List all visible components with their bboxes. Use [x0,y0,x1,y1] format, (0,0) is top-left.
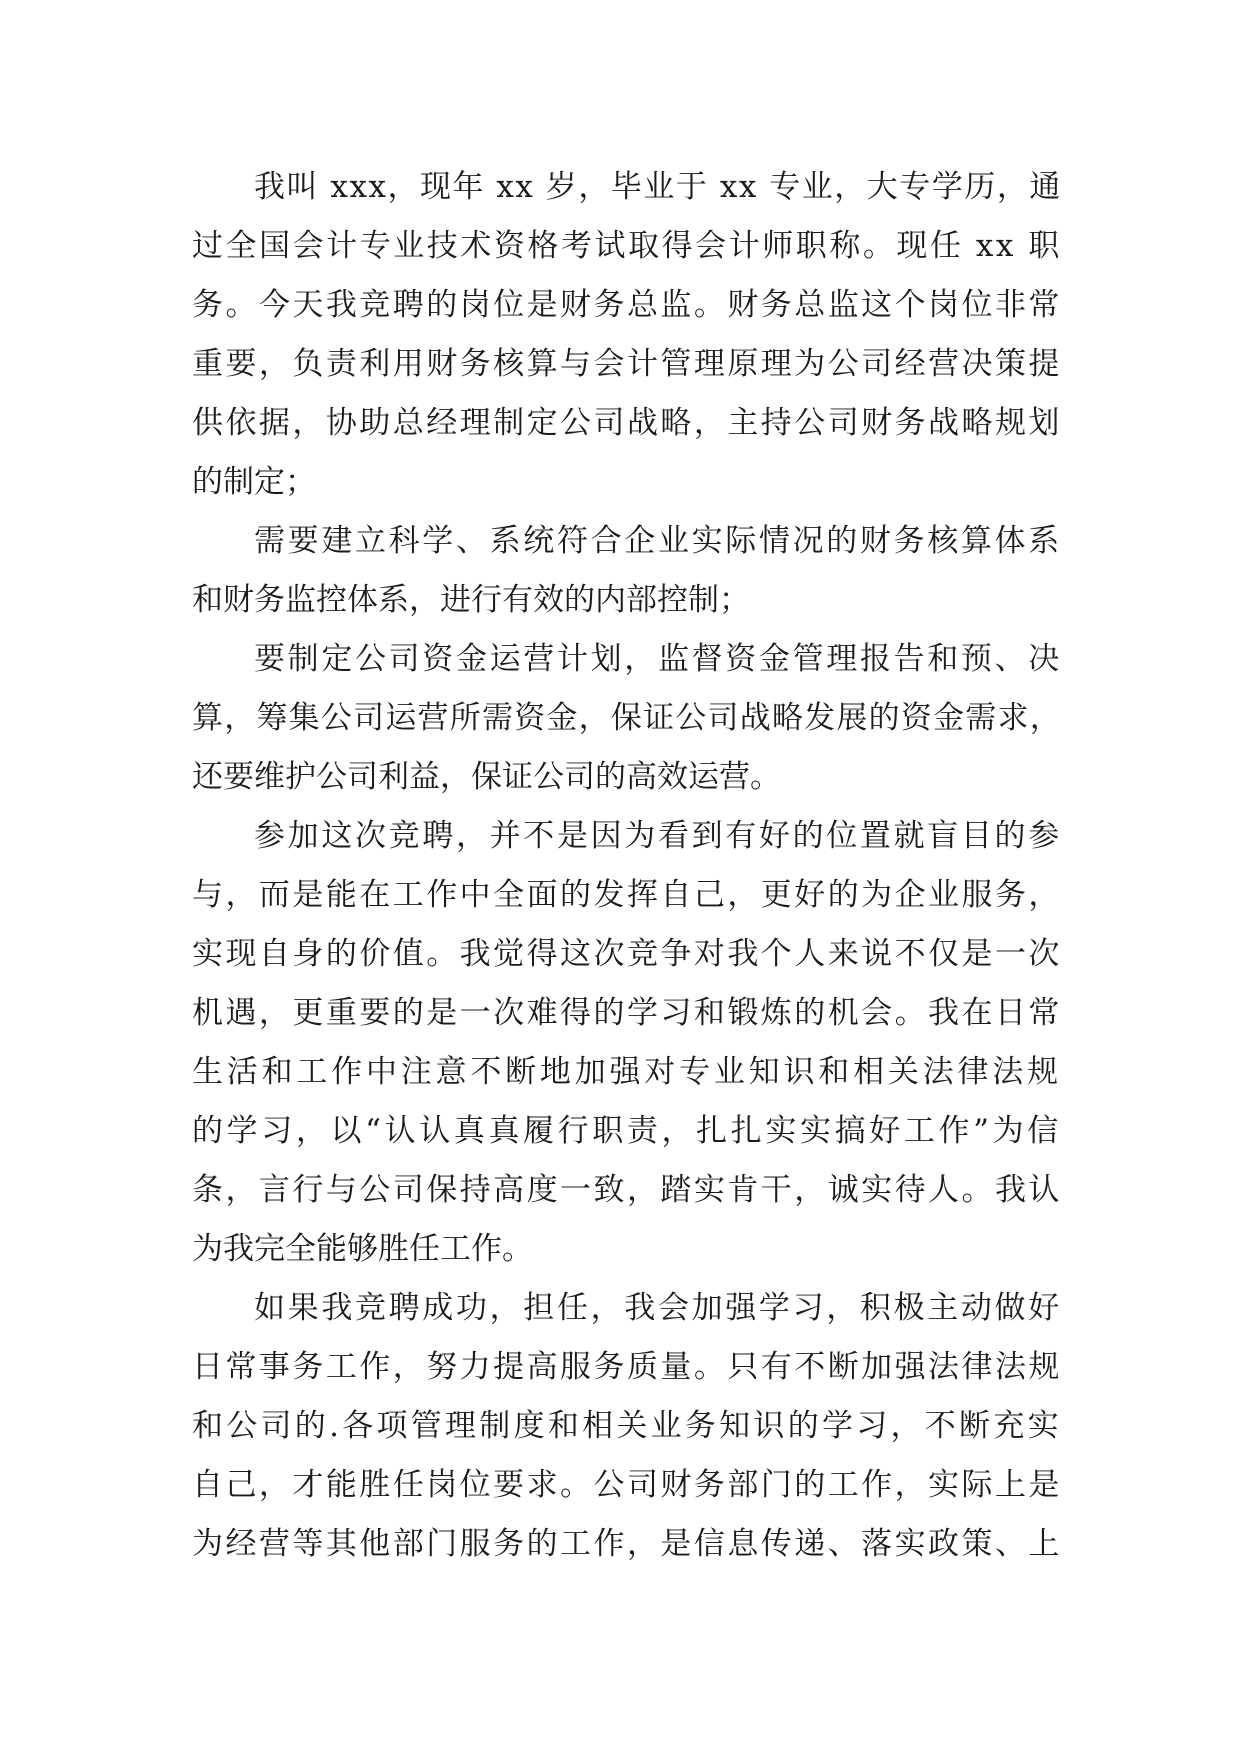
text-line [192,866,1062,925]
text-line-content: 还要维护公司利益，保证公司的高效运营。 [192,759,781,795]
text-line [192,1043,1062,1102]
text-line [192,1397,1062,1456]
text-line [192,1279,1062,1338]
text-line-content: 过全国会计专业技术资格考试取得会计师职称。现任 xx 职 [192,228,1062,264]
text-line [192,689,1062,748]
text-line-content: 的制定； [192,464,316,500]
text-line-content: 实现自身的价值。我觉得这次竞争对我个人来说不仅是一次 [192,936,1062,972]
text-line-content: 供依据，协助总经理制定公司战略，主持公司财务战略规划 [192,405,1062,441]
text-line-content: 日常事务工作，努力提高服务质量。只有不断加强法律法规 [192,1349,1062,1385]
text-line [192,1220,1062,1279]
text-line [192,984,1062,1043]
text-line [192,394,1062,453]
text-line [192,630,1062,689]
text-line [192,276,1062,335]
document-body [192,158,1062,1574]
text-line-content: 机遇，更重要的是一次难得的学习和锻炼的机会。我在日常 [192,995,1062,1031]
text-line [192,217,1062,276]
text-line-content: 重要，负责利用财务核算与会计管理原理为公司经营决策提 [192,346,1062,382]
text-line [192,158,1062,217]
text-line-content: 要制定公司资金运营计划，监督资金管理报告和预、决 [254,641,1062,677]
text-line [192,1161,1062,1220]
text-line [192,335,1062,394]
text-line-content: 为我完全能够胜任工作。 [192,1231,533,1267]
text-line [192,1338,1062,1397]
text-line [192,925,1062,984]
text-line-content: 算，筹集公司运营所需资金，保证公司战略发展的资金需求， [192,700,1062,736]
text-line-content: 条，言行与公司保持高度一致，踏实肯干，诚实待人。我认 [192,1172,1062,1208]
text-line-content: 生活和工作中注意不断地加强对专业知识和相关法律法规 [192,1054,1062,1090]
text-line [192,748,1062,807]
text-line-content: 需要建立科学、系统符合企业实际情况的财务核算体系 [254,523,1062,559]
text-line-content: 如果我竞聘成功，担任，我会加强学习，积极主动做好 [254,1290,1062,1326]
text-line-content: 我叫 xxx，现年 xx 岁，毕业于 xx 专业，大专学历，通 [254,169,1062,205]
text-line-content: 的学习，以“认认真真履行职责，扎扎实实搞好工作”为信 [192,1113,1062,1149]
text-line [192,1456,1062,1515]
text-line [192,1102,1062,1161]
text-line [192,453,1062,512]
text-line-content: 和财务监控体系，进行有效的内部控制； [192,582,750,618]
text-line [192,807,1062,866]
text-line [192,512,1062,571]
text-line-content: 参加这次竞聘，并不是因为看到有好的位置就盲目的参 [254,818,1062,854]
text-line-content: 和公司的.各项管理制度和相关业务知识的学习，不断充实 [192,1408,1062,1444]
text-line [192,1515,1062,1574]
text-line-content: 务。今天我竞聘的岗位是财务总监。财务总监这个岗位非常 [192,287,1062,323]
text-line-content: 自己，才能胜任岗位要求。公司财务部门的工作，实际上是 [192,1467,1062,1503]
text-line [192,571,1062,630]
text-line-content: 与，而是能在工作中全面的发挥自己，更好的为企业服务， [192,877,1062,913]
text-line-content: 为经营等其他部门服务的工作，是信息传递、落实政策、上 [192,1526,1062,1562]
